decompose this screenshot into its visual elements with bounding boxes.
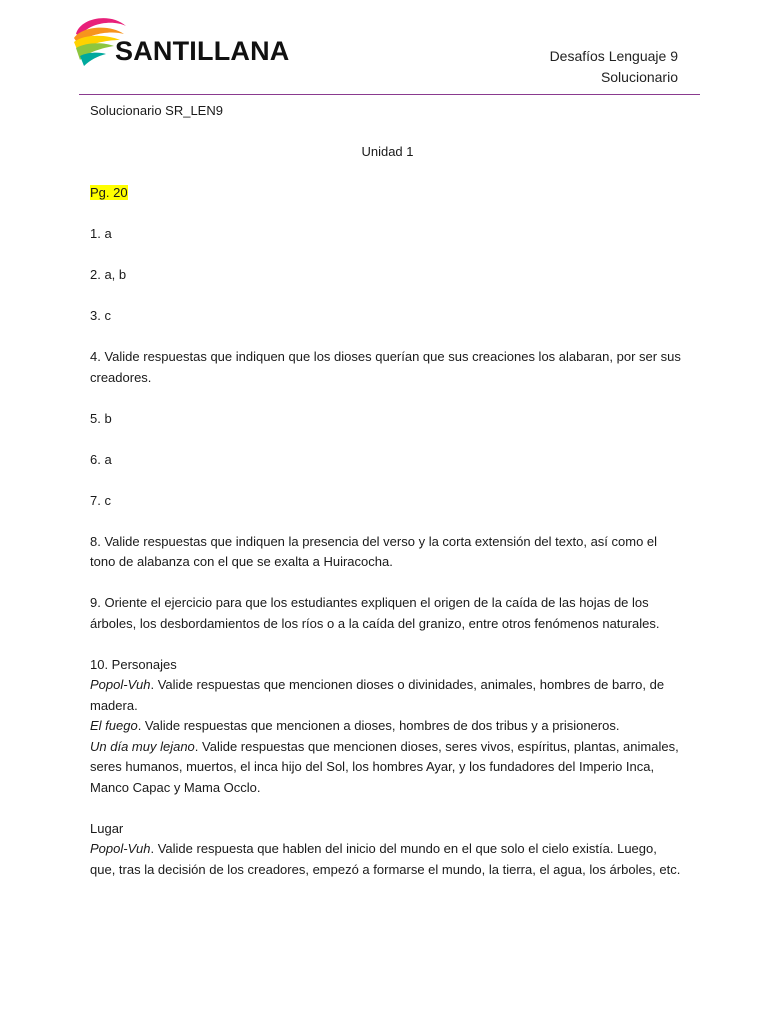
work-title: Popol-Vuh xyxy=(90,841,151,856)
answer-item: 2. a, b xyxy=(90,267,127,282)
doc-title: Desafíos Lenguaje 9 xyxy=(549,48,678,64)
answer-item: 7. c xyxy=(90,492,111,508)
page-reference xyxy=(90,183,685,204)
highlighted-page-ref: Pg. 20 xyxy=(90,185,128,200)
entry-text: . Valide respuesta que hablen del inicio del mundo en el que solo el cielo existía. Luego, que, tras la decisión de los creadores, empezó a formarse el mundo, la tierra, el agua, los árboles, etc. xyxy=(90,841,681,877)
item10-heading: 10. Personajes xyxy=(90,656,177,672)
place-entry xyxy=(90,839,685,880)
unit-heading: Unidad 1 xyxy=(361,144,414,159)
santillana-logo xyxy=(70,12,300,68)
answer-item: 5. b xyxy=(90,410,112,426)
character-entry xyxy=(90,737,685,799)
entry-text: . Valide respuestas que mencionen dioses, seres vivos, espíritus, plantas, animales, seres humanos, muertos, el inca hijo del Sol, los hombres Ayar, y los fundadores del Imperio Inca, Manco Capac y Mama Occlo. xyxy=(90,738,679,795)
document-info xyxy=(550,46,678,88)
answer-item: 6. a xyxy=(90,451,112,467)
answer-item: 4. Valide respuestas que indiquen que los dioses querían que sus creaciones los alabaran, por ser sus creadores. xyxy=(90,349,681,385)
character-entry xyxy=(90,716,685,737)
work-title: El fuego xyxy=(90,718,138,733)
document-title: Solucionario SR_LEN9 xyxy=(90,103,223,118)
entry-text: . Valide respuestas que mencionen dioses o divinidades, animales, hombres de barro, de madera. xyxy=(90,677,665,713)
entry-text: . Valide respuestas que mencionen a dioses, hombres de dos tribus y a prisioneros. xyxy=(137,718,620,733)
answer-item: 8. Valide respuestas que indiquen la presencia del verso y la corta extensión del texto, así como el tono de alabanza con el que se exalta a Huiracocha. xyxy=(90,533,658,569)
answer-item: 3. c xyxy=(90,308,111,323)
brand-name: SANTILLANA xyxy=(115,36,290,66)
character-entry xyxy=(90,675,685,716)
work-title: Un día muy lejano xyxy=(90,738,195,754)
header-divider xyxy=(79,94,700,95)
answer-item: 9. Oriente el ejercicio para que los estudiantes expliquen el origen de la caída de las hojas de los árboles, los desbordamientos de los ríos o a la caída del granizo, entre otros fenómenos naturales. xyxy=(90,595,660,631)
document-body xyxy=(90,101,685,880)
doc-subtitle: Solucionario xyxy=(600,69,678,85)
answer-item: 1. a xyxy=(90,226,112,241)
place-heading: Lugar xyxy=(90,820,124,836)
work-title: Popol-Vuh xyxy=(90,677,151,692)
